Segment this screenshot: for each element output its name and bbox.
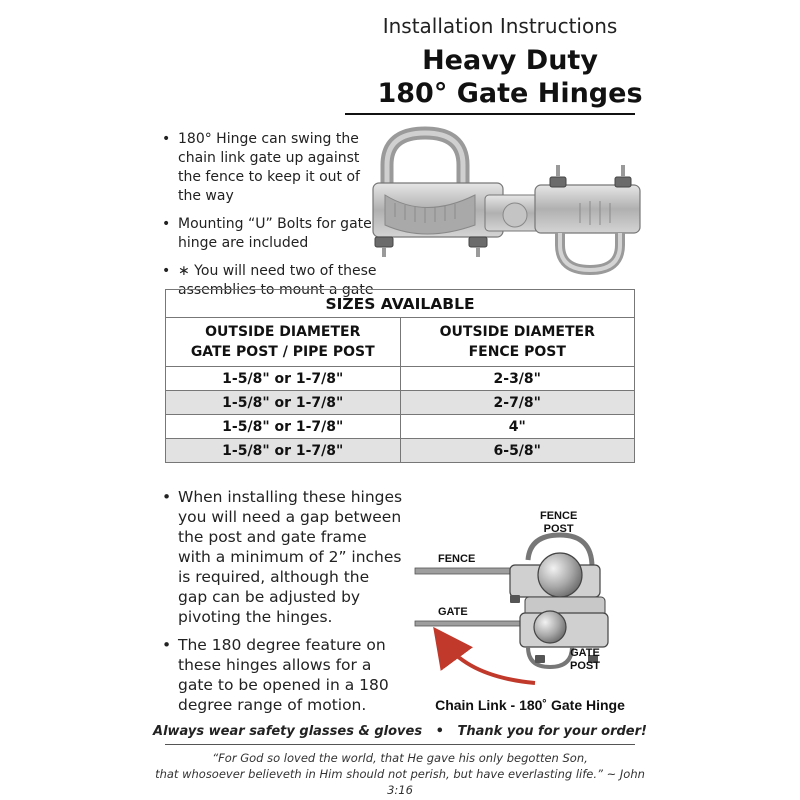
- diagram-caption: Chain Link - 180˚ Gate Hinge: [435, 697, 625, 713]
- table-row: [166, 439, 635, 463]
- table-row: [166, 391, 635, 415]
- gate-post-size: 1-5/8" or 1-7/8": [166, 367, 401, 391]
- installation-diagram: [410, 505, 650, 695]
- gate-post-label: [570, 647, 600, 673]
- quote-line1: “For God so loved the world, that He gave his only begotten Son,: [212, 751, 588, 765]
- safety-note: Always wear safety glasses & gloves • Thank you for your order!: [153, 724, 647, 739]
- gate-post-size: 1-5/8" or 1-7/8": [166, 415, 401, 439]
- fence-post-size: 4": [400, 415, 635, 439]
- col-header-fence-post: [400, 318, 635, 367]
- col-header-fence-post-line1: OUTSIDE DIAMETER: [439, 324, 595, 340]
- page-title: [330, 44, 690, 110]
- gate-post-size: 1-5/8" or 1-7/8": [166, 439, 401, 463]
- gate-post-size: 1-5/8" or 1-7/8": [166, 391, 401, 415]
- title-underline: [345, 113, 635, 115]
- col-header-gate-post: [166, 318, 401, 367]
- quote-line2: that whosoever believeth in Him should not perish, but have everlasting life.” ~ John 3:16: [155, 767, 645, 797]
- feature-item: • ∗ You will need two of these assemblies to mount a gate: [158, 262, 383, 300]
- fence-post-size: 2-3/8": [400, 367, 635, 391]
- feature-item: • 180° Hinge can swing the chain link gate up against the fence to keep it out of the way: [158, 130, 383, 206]
- fence-post-size: 2-7/8": [400, 391, 635, 415]
- table-row: [166, 367, 635, 391]
- fence-post-label-line1: FENCE: [540, 510, 578, 522]
- table-row: [166, 415, 635, 439]
- fence-post-label: [540, 510, 577, 536]
- col-header-gate-post-line1: OUTSIDE DIAMETER: [205, 324, 361, 340]
- gate-post-label-line2: POST: [570, 660, 600, 672]
- diagram-illustration: [410, 505, 650, 695]
- note-item: • When installing these hinges you will need a gap between the post and gate frame with a minimum of 2” inches is required, although the gap can be adjusted by pivoting the hinges.: [158, 487, 403, 627]
- col-header-gate-post-line2: GATE POST / PIPE POST: [190, 344, 375, 360]
- installation-notes: [158, 487, 403, 723]
- page-subtitle: Installation Instructions: [382, 14, 618, 38]
- col-header-fence-post-line2: FENCE POST: [468, 344, 566, 360]
- feature-item: • Mounting “U” Bolts for gate hinge are included: [158, 215, 383, 253]
- gate-post-label-line1: GATE: [570, 647, 600, 659]
- sizes-table-caption: SIZES AVAILABLE: [166, 290, 635, 318]
- page-title-line1: Heavy Duty: [422, 45, 598, 76]
- fence-post-label-line2: POST: [543, 523, 574, 535]
- fence-label: FENCE: [438, 553, 476, 565]
- scripture-quote: [150, 750, 650, 798]
- fence-post-size: 6-5/8": [400, 439, 635, 463]
- hinge-product-image: [365, 125, 650, 275]
- feature-list: [158, 130, 383, 309]
- sizes-table: [165, 289, 635, 463]
- gate-label: GATE: [438, 606, 468, 618]
- note-item: • The 180 degree feature on these hinges allows for a gate to be opened in a 180 degree range of motion.: [158, 635, 403, 715]
- footer-divider: [165, 744, 635, 745]
- page-title-line2: 180° Gate Hinges: [377, 78, 643, 109]
